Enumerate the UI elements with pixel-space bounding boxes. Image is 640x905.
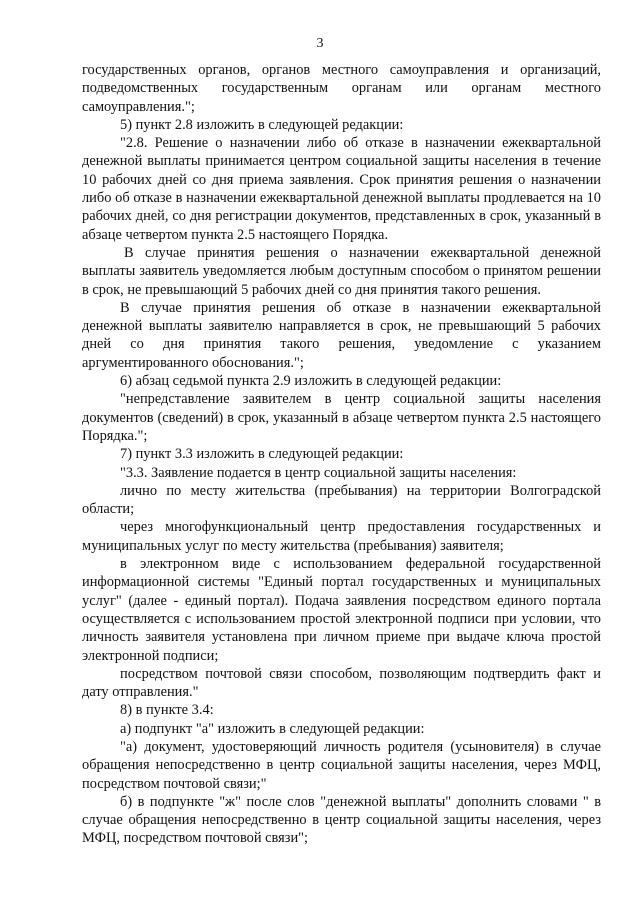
- paragraph-16: "а) документ, удостоверяющий личность родителя (усыновителя) в случае обращения непосредственно в центр социальной защиты населения, через МФЦ, посредством почтовой связи;": [82, 738, 601, 792]
- paragraph-8: 7) пункт 3.3 изложить в следующей редакции:: [120, 446, 404, 463]
- paragraph-10: лично по месту жительства (пребывания) на территории Волгоградской области;: [82, 482, 601, 518]
- paragraph-4: В случае принятия решения о назначении ежеквартальной денежной выплаты заявитель уведомляется любым доступным способом о принятом решении в срок, не превышающий 5 рабочих дней со дня принятия такого решения.: [82, 244, 601, 298]
- paragraph-13: посредством почтовой связи способом, позволяющим подтвердить факт и дату отправления.": [82, 665, 601, 701]
- paragraph-7: "непредставление заявителем в центр социальной защиты населения документов (сведений) в срок, указанный в абзаце четвертом пункта 2.5 настоящего Порядка.";: [82, 391, 601, 444]
- paragraph-1: государственных органов, органов местного самоуправления и организаций, подведомственных государственным органам или органам местного самоуправления.";: [82, 62, 601, 115]
- paragraph-9: "3.3. Заявление подается в центр социальной защиты населения:: [120, 464, 517, 481]
- paragraph-12: в электронном виде с использованием федеральной государственной информационной системы "Единый портал государственных и муниципальных услуг" (далее - единый портал). Подача заявления посредством единого портала осуществляется с использованием простой электронной подписи при условии, что личность заявителя установлена при личном приеме при выдаче ключа простой электронной подписи;: [82, 556, 601, 664]
- document-body: [82, 61, 601, 848]
- paragraph-5: В случае принятия решения об отказе в назначении ежеквартальной денежной выплаты заявителю направляется в срок, не превышающий 5 рабочих дней со дня принятия такого решения, уведомление с указанием аргументированного обоснования.";: [82, 299, 601, 371]
- paragraph-3: "2.8. Решение о назначении либо об отказе в назначении ежеквартальной денежной выплаты принимается центром социальной защиты населения в течение 10 рабочих дней со дня приема заявления. Срок принятия решения о назначении либо об отказе в назначении ежеквартальной денежной выплаты продлевается на 10 рабочих дней, со дня регистрации документов, представленных в срок, указанный в абзаце четвертом пункта 2.5 настоящего Порядка.: [82, 135, 601, 243]
- paragraph-15: а) подпункт "а" изложить в следующей редакции:: [120, 720, 425, 737]
- paragraph-14: 8) в пункте 3.4:: [120, 702, 214, 719]
- paragraph-6: 6) абзац седьмой пункта 2.9 изложить в следующей редакции:: [120, 373, 502, 390]
- paragraph-17: б) в подпункте "ж" после слов "денежной выплаты" дополнить словами " в случае обращения непосредственно в центр социальной защиты населения, через МФЦ, посредством почтовой связи";: [82, 793, 601, 847]
- page-number: 3: [316, 36, 324, 51]
- paragraph-2: 5) пункт 2.8 изложить в следующей редакции:: [120, 116, 404, 133]
- paragraph-11: через многофункциональный центр предоставления государственных и муниципальных услуг по месту жительства (пребывания) заявителя;: [82, 519, 601, 554]
